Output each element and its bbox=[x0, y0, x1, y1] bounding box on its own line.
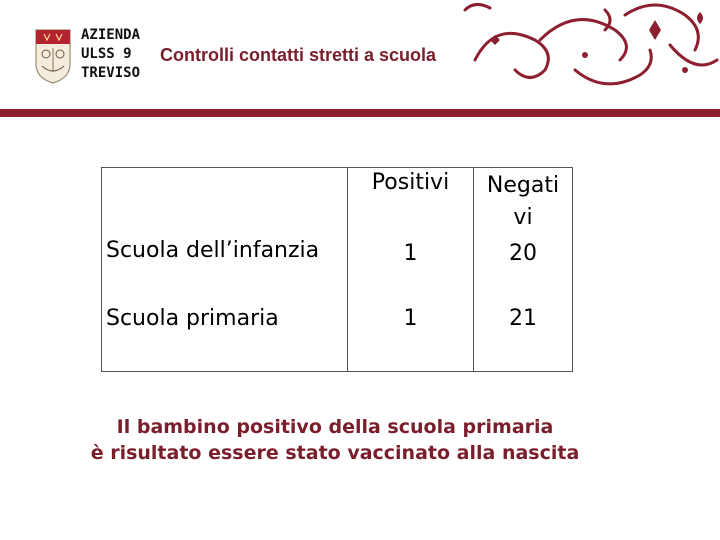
row-positivi-value bbox=[348, 302, 474, 372]
logo-line-1: AZIENDA bbox=[81, 27, 141, 43]
logo-line-2: ULSS 9 bbox=[81, 46, 132, 62]
table-header-row bbox=[102, 168, 573, 239]
ulss-logo bbox=[34, 26, 144, 88]
results-table bbox=[101, 167, 573, 372]
header bbox=[0, 0, 720, 118]
table-row bbox=[102, 238, 573, 302]
table-row bbox=[102, 302, 573, 372]
negativi-value: 21 bbox=[509, 306, 537, 331]
page-title: Controlli contatti stretti a scuola bbox=[160, 45, 437, 65]
crest-icon bbox=[34, 26, 72, 84]
header-cell-empty bbox=[102, 168, 348, 239]
footnote-line-2: è risultato essere stato vaccinato alla nascita bbox=[90, 442, 580, 464]
row-label: Scuola dell’infanzia bbox=[102, 238, 348, 302]
row-negativi-value bbox=[474, 238, 573, 302]
footnote-line-1: Il bambino positivo della scuola primaria bbox=[116, 416, 554, 438]
positivi-value: 1 bbox=[403, 241, 418, 266]
ornament-scroll bbox=[455, 0, 720, 100]
header-cell-positivi: Positivi bbox=[348, 168, 474, 239]
footnote bbox=[0, 414, 670, 466]
row-positivi-value bbox=[348, 238, 474, 302]
positivi-value: 1 bbox=[403, 306, 418, 331]
header-negativi-text: Negati vi bbox=[486, 173, 560, 230]
logo-text bbox=[81, 26, 140, 83]
row-negativi-value bbox=[474, 302, 573, 372]
header-divider bbox=[0, 109, 720, 117]
negativi-value: 20 bbox=[509, 241, 537, 266]
header-cell-negativi bbox=[474, 168, 573, 239]
logo-line-3: TREVISO bbox=[81, 65, 141, 81]
row-label: Scuola primaria bbox=[102, 302, 348, 372]
